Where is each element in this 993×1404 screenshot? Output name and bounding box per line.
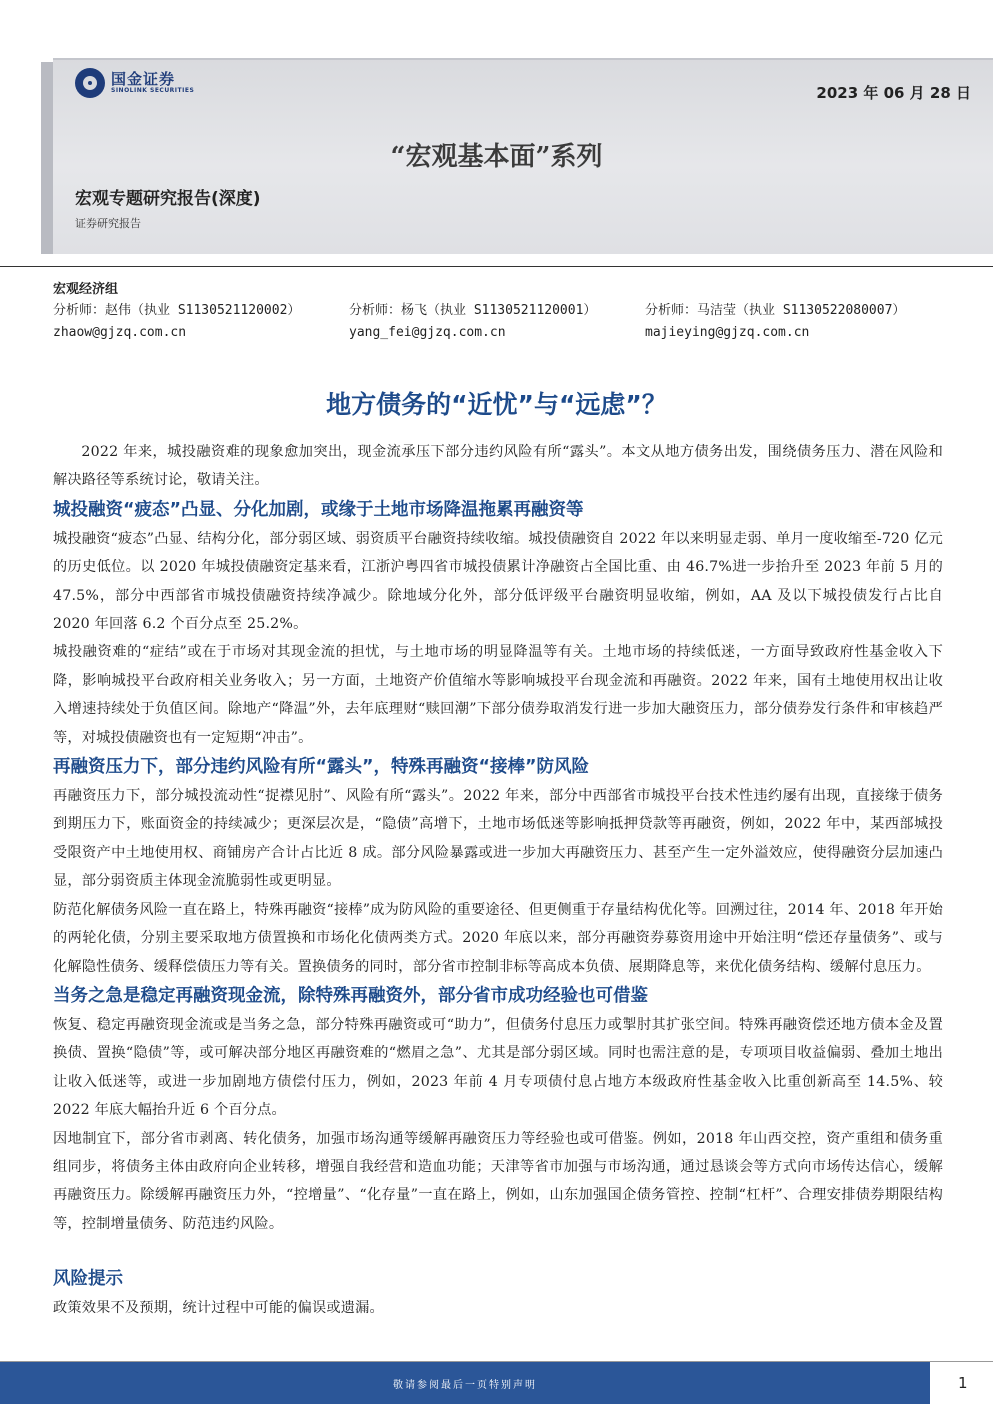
body-paragraph: 城投融资“疲态”凸显、结构分化，部分弱区域、弱资质平台融资持续收缩。城投债融资自 2022 年以来明显走弱、单月一度收缩至-720 亿元的历史低位。以 2020 年城投债融资定基来看，江浙沪粤四省市城投债累计净融资占全国比重、由 46.7%进一步抬升至 2023 年前 5 月的 47.5%，部分中西部省市城投债融资持续净减少。除地域分化外，部分低评级平台融资明显收缩，例如，AA 及以下城投债发行占比自 2020 年回落 6.2 个百分点至 25.2%。 (53, 530, 943, 633)
analyst-label: 分析师：马洁莹（执业 S1130522080007） (645, 303, 906, 318)
body-paragraph: 再融资压力下，部分城投流动性“捉襟见肘”、风险有所“露头”。2022 年来，部分中西部省市城投平台技术性违约屡有出现，直接缘于债务到期压力下，账面资金的持续减少；更深层次是，“隐债”高增下，土地市场低迷等影响抵押贷款等再融资，例如，2022 年中，某西部城投受限资产中土地使用权、商铺房产合计占比近 8 成。部分风险暴露或进一步加大再融资压力、甚至产生一定外溢效应，使得融资分层加速凸显，部分弱资质主体现金流脆弱性或更明显。 (53, 788, 943, 890)
header-top-line (53, 58, 993, 60)
report-subtitle: 证券研究报告 (75, 217, 141, 230)
footer-disclaimer[interactable]: 敬请参阅最后一页特别声明 (393, 1380, 537, 1391)
report-date: 2023 年 06 月 28 日 (816, 84, 971, 102)
analyst-1 (53, 300, 300, 344)
report-body (53, 438, 943, 1323)
logo-text-en: SINOLINK SECURITIES (111, 87, 195, 94)
header-divider (0, 266, 993, 267)
series-title: “宏观基本面”系列 (390, 142, 603, 172)
section-heading: 当务之急是稳定再融资现金流，除特殊再融资外，部分省市成功经验也可借鉴 (53, 985, 648, 1006)
risk-text: 政策效果不及预期，统计过程中可能的偏误或遗漏。 (53, 1300, 384, 1317)
logo-text-cn: 国金证券 (111, 70, 176, 88)
page-number: 1 (958, 1374, 968, 1392)
report-type: 宏观专题研究报告(深度) (75, 189, 261, 209)
body-paragraph: 因地制宜下，部分省市剥离、转化债务，加强市场沟通等缓解再融资压力等经验也或可借鉴。例如，2018 年山西交控，资产重组和债务重组同步，将债务主体由政府向企业转移，增强自我经营和造血功能；天津等省市加强与市场沟通，通过恳谈会等方式向市场传达信心，缓解再融资压力。除缓解再融资压力外，“控增量”、“化存量”一直在路上，例如，山东加强国企债务管控、控制“杠杆”、合理安排债券期限结构等，控制增量债务、防范违约风险。 (53, 1130, 943, 1232)
risk-heading: 风险提示 (53, 1269, 123, 1290)
section-heading: 再融资压力下，部分违约风险有所“露头”，特殊再融资“接棒”防风险 (53, 757, 590, 778)
body-paragraph: 防范化解债务风险一直在路上，特殊再融资“接棒”成为防风险的重要途径、但更侧重于存量结构优化等。回溯过往，2014 年、2018 年开始的两轮化债，分别主要采取地方债置换和市场化化债两类方式。2020 年底以来，部分再融资券募资用途中开始注明“偿还存量债务”、或与化解隐性债务、缓释偿债压力等有关。置换债务的同时，部分省市控制非标等高成本负债、展期降息等，来优化债务结构、缓解付息压力。 (53, 901, 943, 975)
analyst-email[interactable]: yang_fei@gjzq.com.cn (349, 325, 506, 340)
analyst-email[interactable]: majieying@gjzq.com.cn (645, 325, 810, 340)
intro-paragraph: 2022 年来，城投融资难的现象愈加突出，现金流承压下部分违约风险有所“露头”。本文从地方债务出发，围绕债务压力、潜在风险和解决路径等系统讨论，敬请关注。 (53, 444, 943, 489)
company-logo (75, 68, 194, 98)
analyst-email[interactable]: zhaow@gjzq.com.cn (53, 325, 187, 340)
body-paragraph: 恢复、稳定再融资现金流或是当务之急，部分特殊再融资或可“助力”，但债务付息压力或掣肘其扩张空间。特殊再融资偿还地方债本金及置换债、置换“隐债”等，或可解决部分地区再融资难的“燃眉之急”、尤其是部分弱区域。同时也需注意的是，专项项目收益偏弱、叠加土地出让收入低迷等，或进一步加剧地方债偿付压力，例如，2023 年前 4 月专项债付息占地方本级政府性基金收入比重创新高至 14.5%、较 2022 年底大幅抬升近 6 个百分点。 (53, 1016, 943, 1119)
analyst-label: 分析师：赵伟（执业 S1130521120002） (53, 303, 301, 318)
body-paragraph: 城投融资难的“症结”或在于市场对其现金流的担忧，与土地市场的明显降温等有关。土地市场的持续低迷，一方面导致政府性基金收入下降，影响城投平台政府相关业务收入；另一方面，土地资产价值缩水等影响城投平台现金流和再融资。2022 年来，国有土地使用权出让收入增速持续处于负值区间。除地产“降温”外，去年底理财“赎回潮”下部分债券取消发行进一步加大融资压力，部分债券发行条件和审核趋严等，对城投债融资也有一定短期“冲击”。 (53, 644, 943, 746)
section-heading: 城投融资“疲态”凸显、分化加剧，或缘于土地市场降温拖累再融资等 (53, 499, 584, 520)
analyst-label: 分析师：杨飞（执业 S1130521120001） (349, 303, 597, 318)
analyst-3 (645, 300, 905, 344)
logo-mark-icon (75, 68, 105, 98)
team-name: 宏观经济组 (53, 282, 119, 297)
analyst-2 (349, 300, 596, 344)
report-title: 地方债务的“近忧”与“远虑”？ (326, 390, 667, 419)
